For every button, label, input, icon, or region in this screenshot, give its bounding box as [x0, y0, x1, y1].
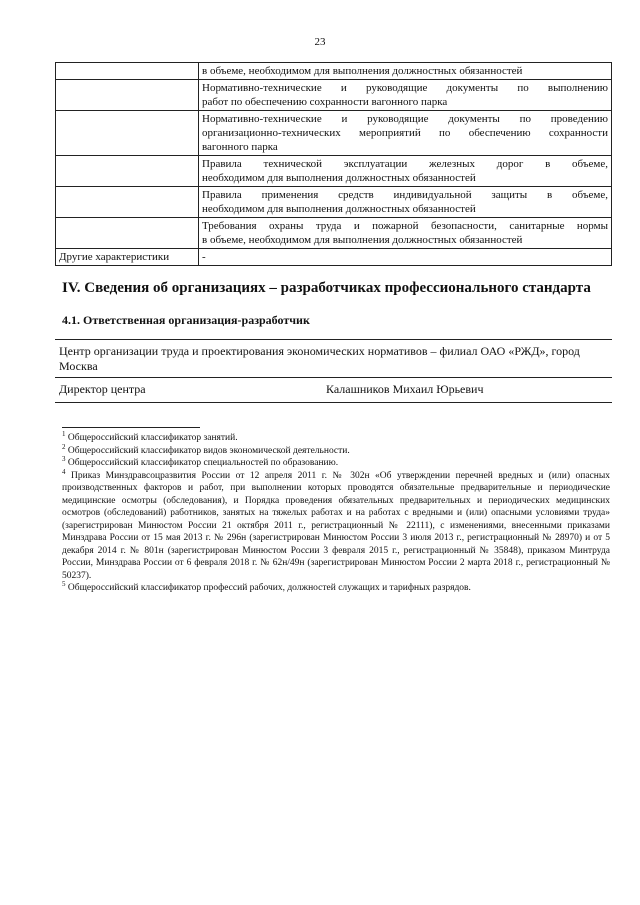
- row-label: [56, 156, 199, 187]
- row-text-line: Нормативно-технические и руководящие документы по выполнению: [202, 82, 608, 94]
- row-label: [56, 187, 199, 218]
- row-label: [56, 80, 199, 111]
- footnote: [62, 467, 610, 583]
- table-row: [56, 156, 612, 187]
- row-label: [56, 218, 199, 249]
- requirements-table: [55, 62, 612, 266]
- row-text-line: в объеме, необходимом для выполнения должностных обязанностей: [202, 234, 523, 246]
- footnote: [62, 454, 610, 470]
- table-row: [56, 63, 612, 80]
- section-title: IV. Сведения об организациях – разработчиках профессионального стандарта: [62, 280, 591, 296]
- table-row: [56, 218, 612, 249]
- row-text-line: Правила технической эксплуатации железных дорог в объеме,: [202, 158, 608, 170]
- table-row-other-characteristics: [56, 249, 612, 266]
- row-label: [56, 111, 199, 156]
- footnote-text: Общероссийский классификатор видов экономической деятельности.: [67, 445, 350, 456]
- footnote-text: Общероссийский классификатор занятий.: [67, 433, 238, 443]
- row-text-line: организационно-технических мероприятий по обеспечению сохранности: [202, 127, 608, 139]
- row-label: [56, 63, 199, 80]
- organization-name: Центр организации труда и проектирования экономических нормативов – филиал ОАО «РЖД», город Москва: [55, 339, 612, 378]
- row-content: [199, 187, 612, 218]
- footnote-number: 2: [62, 442, 66, 451]
- row-text-line: необходимом для выполнения должностных обязанностей: [202, 203, 476, 215]
- row-content: [199, 63, 612, 80]
- footnote-number: 1: [62, 429, 66, 438]
- row-text-line: необходимом для выполнения должностных обязанностей: [202, 172, 476, 184]
- row-content: [199, 218, 612, 249]
- developer-organization-block: [55, 339, 612, 403]
- footnote-text: Общероссийский классификатор профессий рабочих, должностей служащих и тарифных разрядов.: [67, 583, 471, 593]
- row-text-line: в объеме, необходимом для выполнения должностных обязанностей: [202, 65, 523, 77]
- footnote-number: 5: [62, 579, 66, 588]
- table-row: [56, 111, 612, 156]
- row-text-line: -: [202, 251, 206, 263]
- footnote-text: Приказ Минздравсоцразвития России от 12 апреля 2011 г. № 302н «Об утверждении перечней вредных и (или) опасных производственных факторов и работ, при выполнении которых проводятся обязательные предварительные и периодические медицинские осмотры (обследования), и Порядка проведения обязательных предварительных и периодических медицинских осмотров (обследований) работников, занятых на тяжелых работах и на работах с вредными и (или) опасными условиями труда» (зарегистрирован Минюстом России 21 октября 2011 г., регистрационный № 22111), с изменениями, внесенными приказами Минздрава России от 15 мая 2013 г. № 296н (зарегистрирован Минюстом России 3 июля 2013 г., регистрационный № 28970) и от 5 декабря 2014 г. № 801н (зарегистрирован Минюстом России 3 февраля 2015 г., регистрационный № 35848), приказом Минтруда России, Минздрава России от 6 февраля 2018 г. № 62н/49н (зарегистрирован Минюстом России 2 марта 2018 г., регистрационный № 50237).: [62, 470, 610, 581]
- row-text-line: работ по обеспечению сохранности вагонного парка: [202, 96, 448, 108]
- page-number: 23: [314, 36, 326, 48]
- row-text-line: Правила применения средств индивидуальной защиты в объеме,: [202, 189, 608, 201]
- footnote: [62, 429, 610, 445]
- footnote-text: Общероссийский классификатор специальностей по образованию.: [67, 458, 339, 468]
- footnote: [62, 442, 610, 458]
- row-content: [199, 156, 612, 187]
- row-label: Другие характеристики: [56, 249, 199, 266]
- director-title: Директор центра: [59, 382, 146, 396]
- row-content: [199, 111, 612, 156]
- director-row: [55, 378, 612, 403]
- director-name: Калашников Михаил Юрьевич: [326, 382, 484, 396]
- row-content: [199, 80, 612, 111]
- footnote-number: 3: [62, 454, 66, 463]
- row-text-line: вагонного парка: [202, 141, 278, 153]
- table-row: [56, 80, 612, 111]
- table-row: [56, 187, 612, 218]
- row-text-line: Требования охраны труда и пожарной безопасности, санитарные нормы: [202, 220, 608, 232]
- row-content: [199, 249, 612, 266]
- subsection-title: 4.1. Ответственная организация-разработчик: [62, 313, 310, 327]
- footnote-number: 4: [62, 467, 66, 476]
- footnotes: [62, 429, 610, 595]
- footnote: [62, 579, 610, 595]
- footnote-separator: [62, 427, 200, 428]
- row-text-line: Нормативно-технические и руководящие документы по проведению: [202, 113, 608, 125]
